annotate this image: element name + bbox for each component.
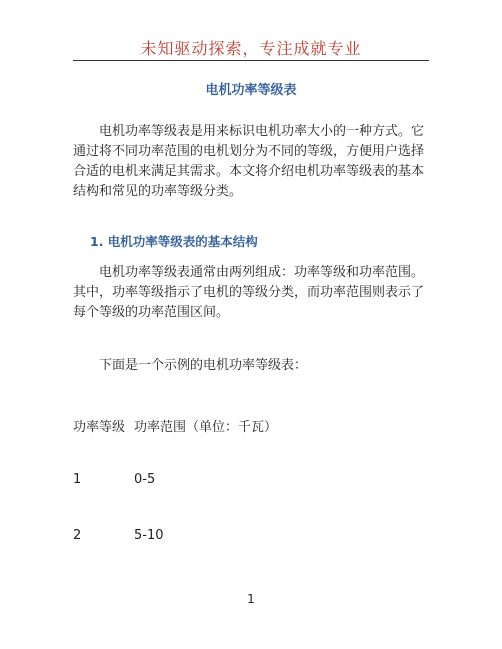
table-cell-level: 2 [73,528,82,543]
example-intro: 下面是一个示例的电机功率等级表： [99,358,308,373]
page-header: 未知驱动探索，专注成就专业 [140,39,362,58]
table-cell-level: 1 [73,472,82,487]
section-paragraph: 电机功率等级表通常由两列组成：功率等级和功率范围。其中，功率等级指示了电机的等级分类，而功率范围则表示了每个等级的功率范围区间。 [73,265,425,320]
section-heading: 1. 电机功率等级表的基本结构 [90,234,258,249]
table-cell-range: 5-10 [134,528,164,543]
table-cell-range: 0-5 [134,472,156,487]
header-divider [73,60,429,61]
document-title: 电机功率等级表 [205,83,297,98]
page-number: 1 [247,592,255,606]
table-header-range: 功率范围（单位：千瓦） [134,420,278,435]
intro-paragraph: 电机功率等级表是用来标识电机功率大小的一种方式。它通过将不同功率范围的电机划分为不同的等级，方便用户选择合适的电机来满足其需求。本文将介绍电机功率等级表的基本结构和常见的功率等级分类。 [73,124,425,199]
table-header-level: 功率等级 [73,420,126,435]
